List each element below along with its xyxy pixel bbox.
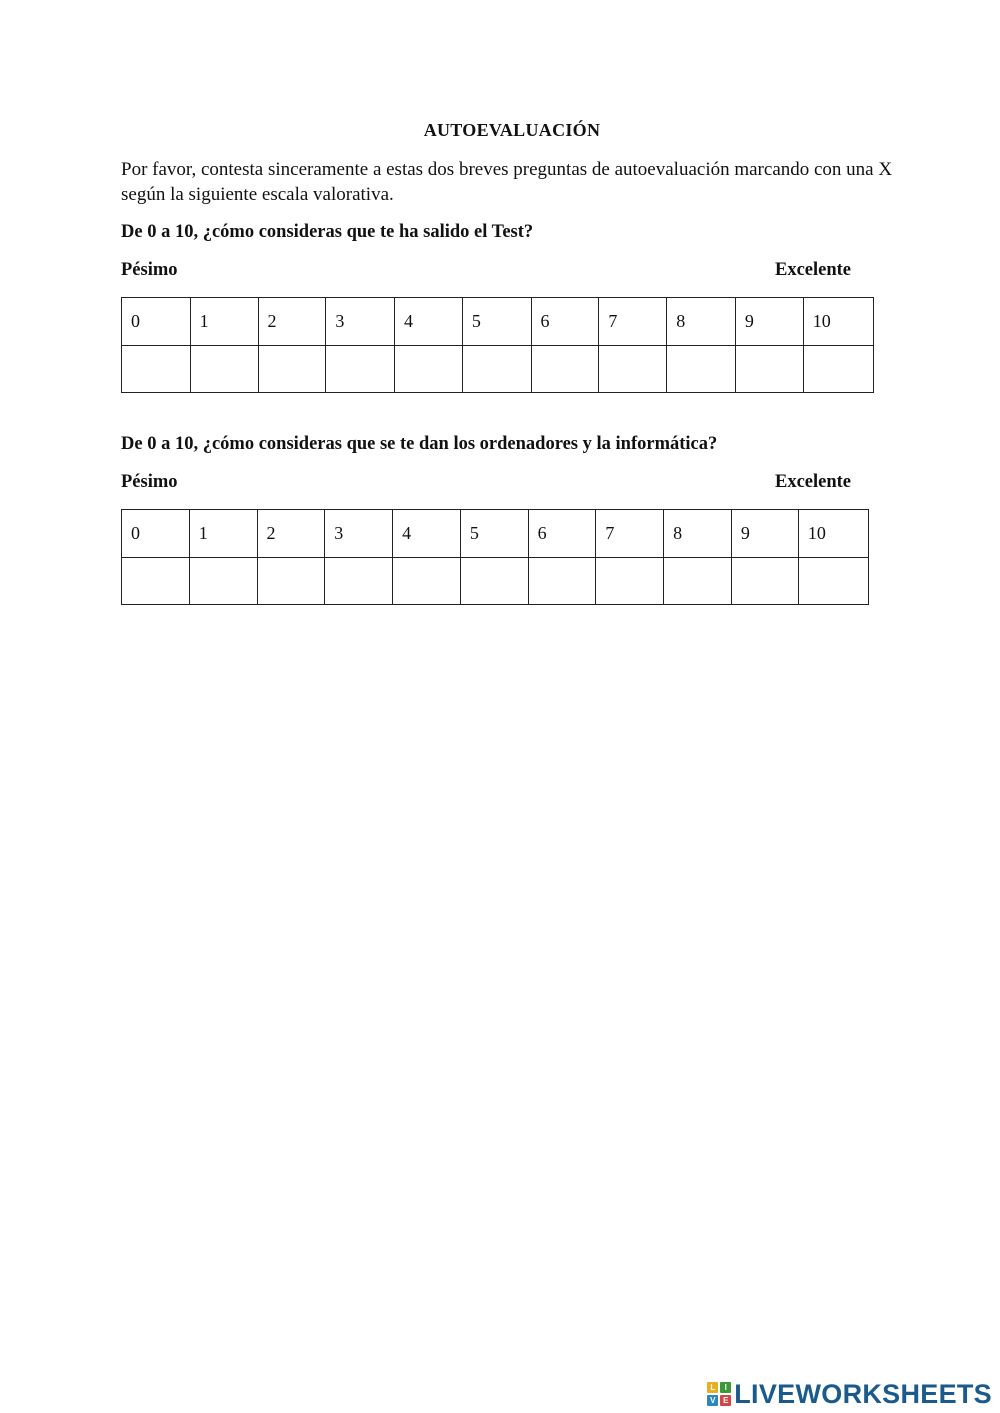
scale-value-4: 4 <box>393 510 461 558</box>
intro-paragraph: Por favor, contesta sinceramente a estas dos breves preguntas de autoevaluación marcando con una X según la siguiente escala valorativa. <box>121 159 893 205</box>
scale-value-1: 1 <box>190 298 258 346</box>
scale-value-3: 3 <box>326 298 395 346</box>
scale-value-5: 5 <box>460 510 528 558</box>
scale-value-4: 4 <box>395 298 463 346</box>
answer-cell-2[interactable] <box>257 558 325 605</box>
scale-value-7: 7 <box>599 298 667 346</box>
scale-value-8: 8 <box>667 298 736 346</box>
liveworksheets-logo-icon <box>707 1382 731 1406</box>
answer-cell-9[interactable] <box>735 346 803 393</box>
scale-value-0: 0 <box>122 510 190 558</box>
answer-cell-0[interactable] <box>122 346 191 393</box>
question-2-text: De 0 a 10, ¿cómo consideras que se te dan los ordenadores y la informática? <box>121 434 718 454</box>
answer-cell-0[interactable] <box>122 558 190 605</box>
scale-value-10: 10 <box>803 298 873 346</box>
scale-value-3: 3 <box>325 510 393 558</box>
answer-cell-10[interactable] <box>803 346 873 393</box>
scale-value-9: 9 <box>731 510 798 558</box>
answer-cell-6[interactable] <box>531 346 599 393</box>
question-2-answer-row <box>122 558 869 605</box>
answer-cell-9[interactable] <box>731 558 798 605</box>
question-1-high-label: Excelente <box>775 260 852 280</box>
answer-cell-6[interactable] <box>528 558 596 605</box>
answer-cell-3[interactable] <box>326 346 395 393</box>
question-2-high-label: Excelente <box>775 472 852 492</box>
logo-letter-e: E <box>720 1395 731 1406</box>
scale-value-1: 1 <box>189 510 257 558</box>
logo-letter-i: I <box>720 1382 731 1393</box>
question-1-low-label: Pésimo <box>121 260 178 280</box>
answer-cell-5[interactable] <box>462 346 531 393</box>
answer-cell-1[interactable] <box>189 558 257 605</box>
answer-cell-1[interactable] <box>190 346 258 393</box>
question-1-text: De 0 a 10, ¿cómo consideras que te ha salido el Test? <box>121 222 534 242</box>
scale-value-6: 6 <box>528 510 596 558</box>
question-1-answer-row <box>122 346 874 393</box>
scale-value-7: 7 <box>596 510 664 558</box>
answer-cell-2[interactable] <box>258 346 326 393</box>
scale-value-8: 8 <box>664 510 732 558</box>
scale-value-5: 5 <box>462 298 531 346</box>
answer-cell-10[interactable] <box>798 558 868 605</box>
logo-letter-l: L <box>707 1382 718 1393</box>
scale-value-6: 6 <box>531 298 599 346</box>
logo-letter-v: V <box>707 1395 718 1406</box>
answer-cell-8[interactable] <box>667 346 736 393</box>
scale-value-2: 2 <box>258 298 326 346</box>
scale-value-10: 10 <box>798 510 868 558</box>
question-1-rating-table <box>121 297 874 393</box>
question-2-low-label: Pésimo <box>121 472 178 492</box>
answer-cell-8[interactable] <box>664 558 732 605</box>
answer-cell-3[interactable] <box>325 558 393 605</box>
answer-cell-7[interactable] <box>599 346 667 393</box>
answer-cell-4[interactable] <box>395 346 463 393</box>
question-1-number-row <box>122 298 874 346</box>
answer-cell-7[interactable] <box>596 558 664 605</box>
scale-value-2: 2 <box>257 510 325 558</box>
question-2-rating-table <box>121 509 869 605</box>
liveworksheets-wordmark: LIVEWORKSHEETS <box>734 1378 992 1409</box>
answer-cell-5[interactable] <box>460 558 528 605</box>
worksheet-title: AUTOEVALUACIÓN <box>423 120 601 140</box>
liveworksheets-logo <box>707 1378 992 1410</box>
scale-value-9: 9 <box>735 298 803 346</box>
question-2-number-row <box>122 510 869 558</box>
answer-cell-4[interactable] <box>393 558 461 605</box>
scale-value-0: 0 <box>122 298 191 346</box>
